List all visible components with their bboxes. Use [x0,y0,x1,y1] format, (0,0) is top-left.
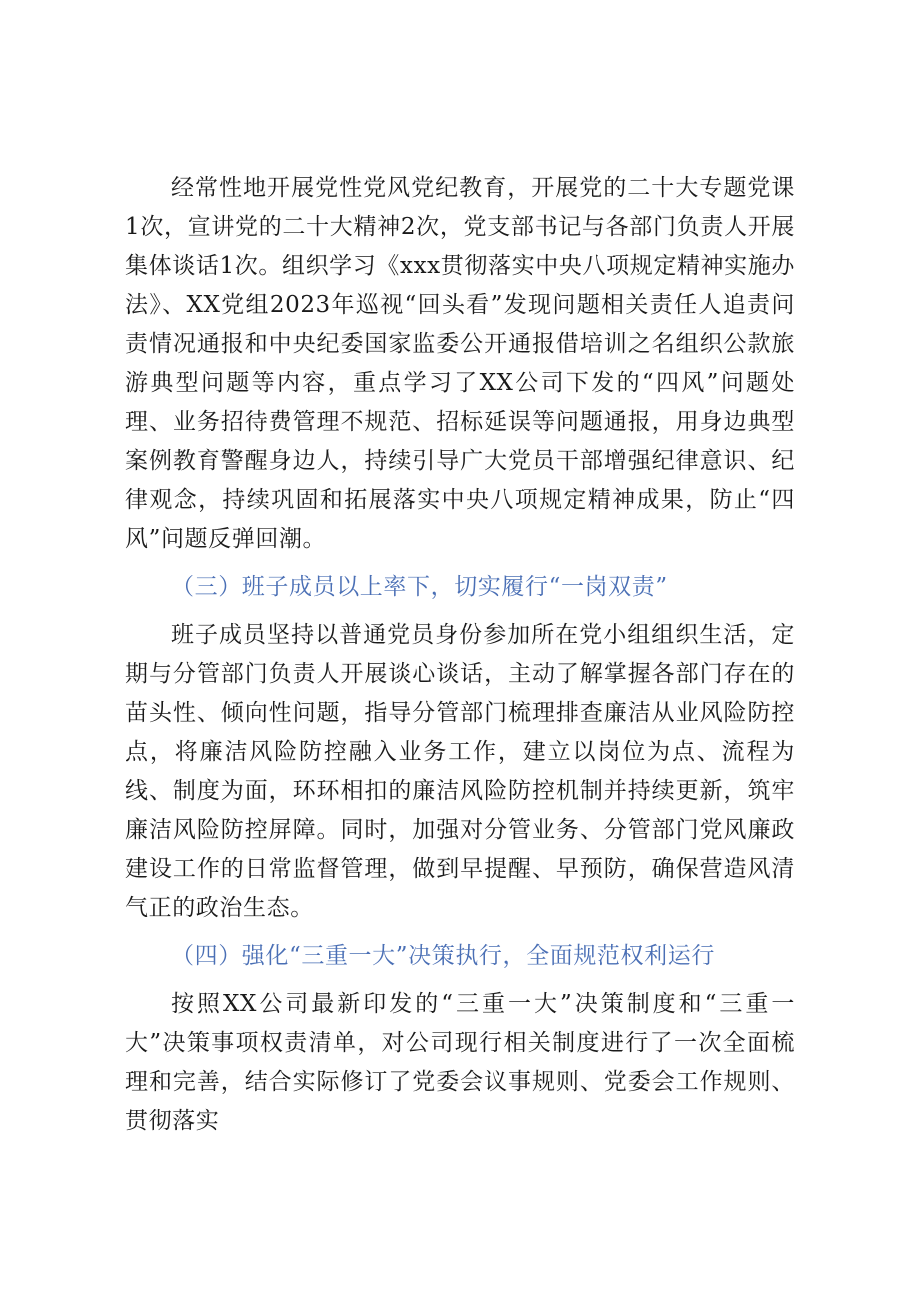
document-body [125,169,795,1141]
paragraph-party-discipline-education: 经常性地开展党性党风党纪教育，开展党的二十大专题党课1次，宣讲党的二十大精神2次，党支部书记与各部门负责人开展集体谈话1次。组织学习《xxx贯彻落实中央八项规定精神实施办法》、XX党组2023年巡视“回头看”发现问题相关责任人追责问责情况通报和中央纪委国家监委公开通报借培训之名组织公款旅游典型问题等内容，重点学习了XX公司下发的“四风”问题处理、业务招待费管理不规范、招标延误等问题通报，用身边典型案例教育警醒身边人，持续引导广大党员干部增强纪律意识、纪律观念，持续巩固和拓展落实中央八项规定精神成果，防止“四风”问题反弹回潮。 [125,175,795,552]
paragraph-leadership-responsibility: 班子成员坚持以普通党员身份参加所在党小组组织生活，定期与分管部门负责人开展谈心谈话，主动了解掌握各部门存在的苗头性、倾向性问题，指导分管部门梳理排查廉洁从业风险防控点，将廉洁风险防控融入业务工作，建立以岗位为点、流程为线、制度为面，环环相扣的廉洁风险防控机制并持续更新，筑牢廉洁风险防控屏障。同时，加强对分管业务、分管部门党风廉政建设工作的日常监督管理，做到早提醒、早预防，确保营造风清气正的政治生态。 [125,622,795,921]
paragraph-decision-making: 按照XX公司最新印发的“三重一大”决策制度和“三重一大”决策事项权责清单，对公司现行相关制度进行了一次全面梳理和完善，结合实际修订了党委会议事规则、党委会工作规则、贯彻落实 [125,991,795,1134]
section-heading-3: （三）班子成员以上率下，切实履行“一岗双责” [171,574,668,600]
section-heading-4: （四）强化“三重一大”决策执行，全面规范权利运行 [171,943,715,969]
